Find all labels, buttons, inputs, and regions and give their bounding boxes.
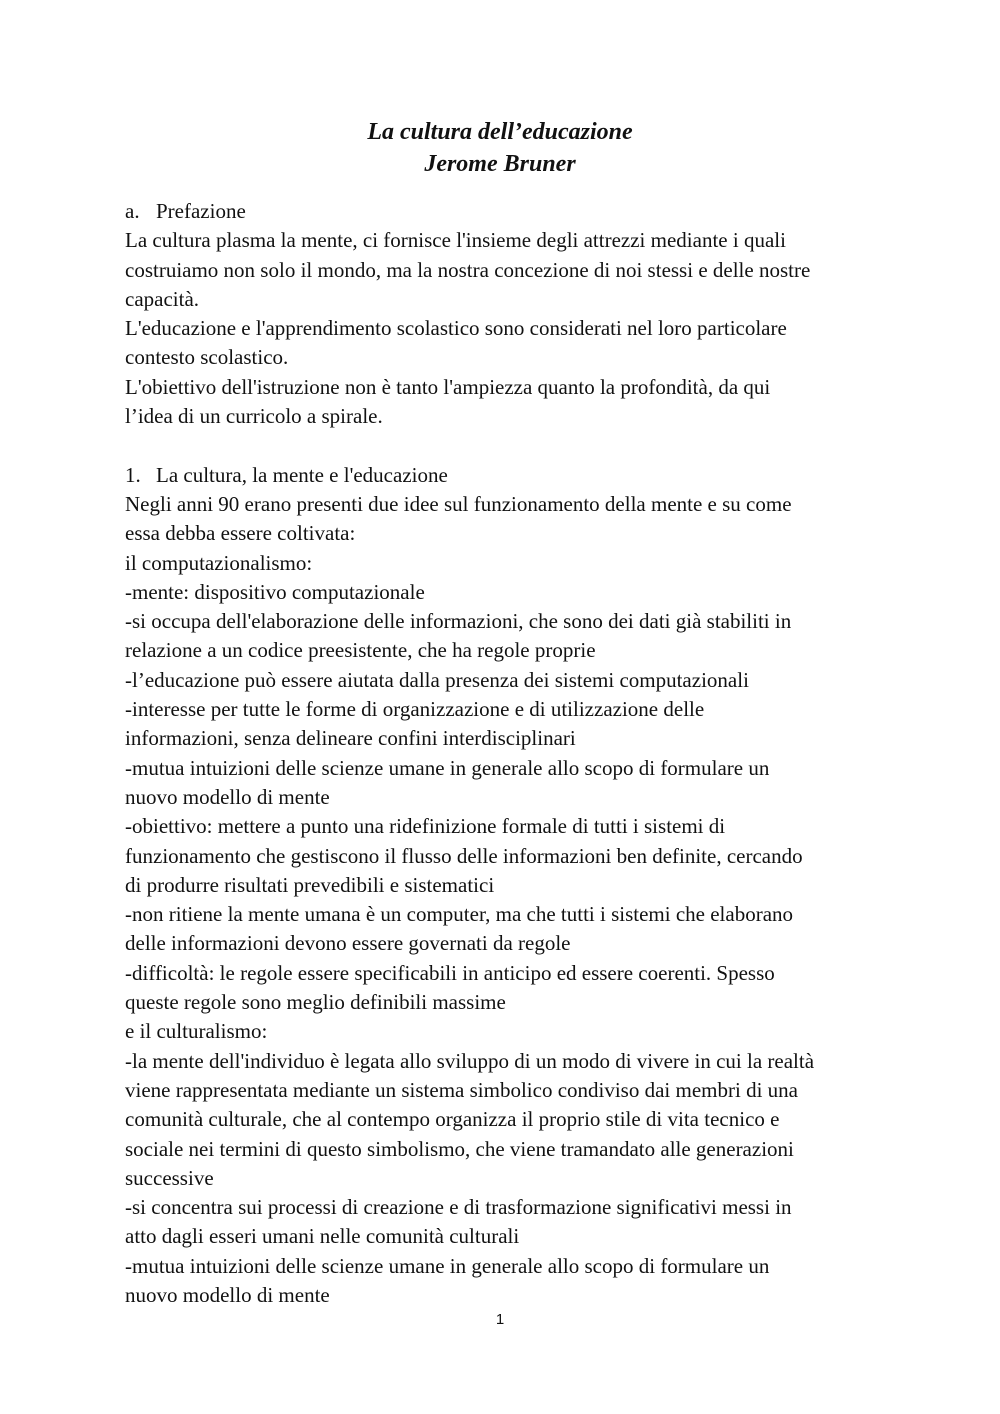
paragraph-line: -difficoltà: le regole essere specificabili in anticipo ed essere coerenti. Spesso [125,960,775,985]
section-a-heading [125,197,915,226]
section-a-heading-text: Prefazione [156,199,246,223]
paragraph-line: il computazionalismo: [125,550,313,575]
paragraph-line: -mente: dispositivo computazionale [125,579,425,604]
paragraph-line: comunità culturale, che al contempo organizza il proprio stile di vita tecnico e [125,1107,780,1132]
paragraph-line: nuovo modello di mente [125,1282,330,1307]
paragraph-line: funzionamento che gestiscono il flusso delle informazioni ben definite, cercando [125,843,803,868]
page-number: 1 [495,1311,505,1328]
paragraph-line: La cultura plasma la mente, ci fornisce l'insieme degli attrezzi mediante i quali [125,228,786,253]
paragraph-line: queste regole sono meglio definibili massime [125,990,506,1015]
section-a-body [125,226,915,431]
paragraph-spacer [125,431,915,460]
paragraph-line: essa debba essere coltivata: [125,521,356,546]
paragraph-line: L'obiettivo dell'istruzione non è tanto l'ampiezza quanto la profondità, da qui [125,374,771,399]
paragraph-line: -la mente dell'individuo è legata allo sviluppo di un modo di vivere in cui la realtà [125,1048,815,1073]
paragraph-line: contesto scolastico. [125,345,289,370]
paragraph-line: e il culturalismo: [125,1019,268,1044]
paragraph-line: sociale nei termini di questo simbolismo, che viene tramandato alle generazioni [125,1136,794,1161]
paragraph-line: l’idea di un curricolo a spirale. [125,404,383,429]
section-1-heading-text: La cultura, la mente e l'educazione [156,462,448,487]
paragraph-line: -si occupa dell'elaborazione delle informazioni, che sono dei dati già stabiliti in [125,609,792,634]
document-title: La cultura dell’educazione [367,119,633,145]
section-1-marker: 1. [125,462,141,487]
section-1-heading [125,461,915,490]
paragraph-line: atto dagli esseri umani nelle comunità culturali [125,1224,520,1249]
document-author: Jerome Bruner [424,151,576,177]
paragraph-line: costruiamo non solo il mondo, ma la nostra concezione di noi stessi e delle nostre [125,257,811,282]
paragraph-line: -si concentra sui processi di creazione e di trasformazione significativi messi in [125,1195,792,1220]
paragraph-line: -mutua intuizioni delle scienze umane in generale allo scopo di formulare un [125,755,770,780]
paragraph-line: successive [125,1165,214,1190]
paragraph-line: Negli anni 90 erano presenti due idee sul funzionamento della mente e su come [125,491,792,516]
paragraph-line: -obiettivo: mettere a punto una ridefinizione formale di tutti i sistemi di [125,814,726,839]
paragraph-line: -interesse per tutte le forme di organizzazione e di utilizzazione delle [125,697,705,722]
paragraph-line: capacità. [125,286,200,311]
title-block [0,116,1000,180]
paragraph-line: di produrre risultati prevedibili e sistematici [125,872,495,897]
section-1-body [125,490,915,1310]
paragraph-line: nuovo modello di mente [125,784,330,809]
paragraph-line: relazione a un codice preesistente, che ha regole proprie [125,638,596,663]
paragraph-line: -mutua intuizioni delle scienze umane in generale allo scopo di formulare un [125,1253,770,1278]
section-a-marker: a. [125,199,140,223]
paragraph-line: delle informazioni devono essere governati da regole [125,931,571,956]
paragraph-line: -non ritiene la mente umana è un computer, ma che tutti i sistemi che elaborano [125,902,794,927]
paragraph-line: -l’educazione può essere aiutata dalla presenza dei sistemi computazionali [125,667,749,692]
paragraph-line: informazioni, senza delineare confini interdisciplinari [125,726,576,751]
paragraph-line: viene rappresentata mediante un sistema simbolico condiviso dai membri di una [125,1077,798,1102]
document-body [125,197,915,1310]
paragraph-line: L'educazione e l'apprendimento scolastico sono considerati nel loro particolare [125,316,787,341]
